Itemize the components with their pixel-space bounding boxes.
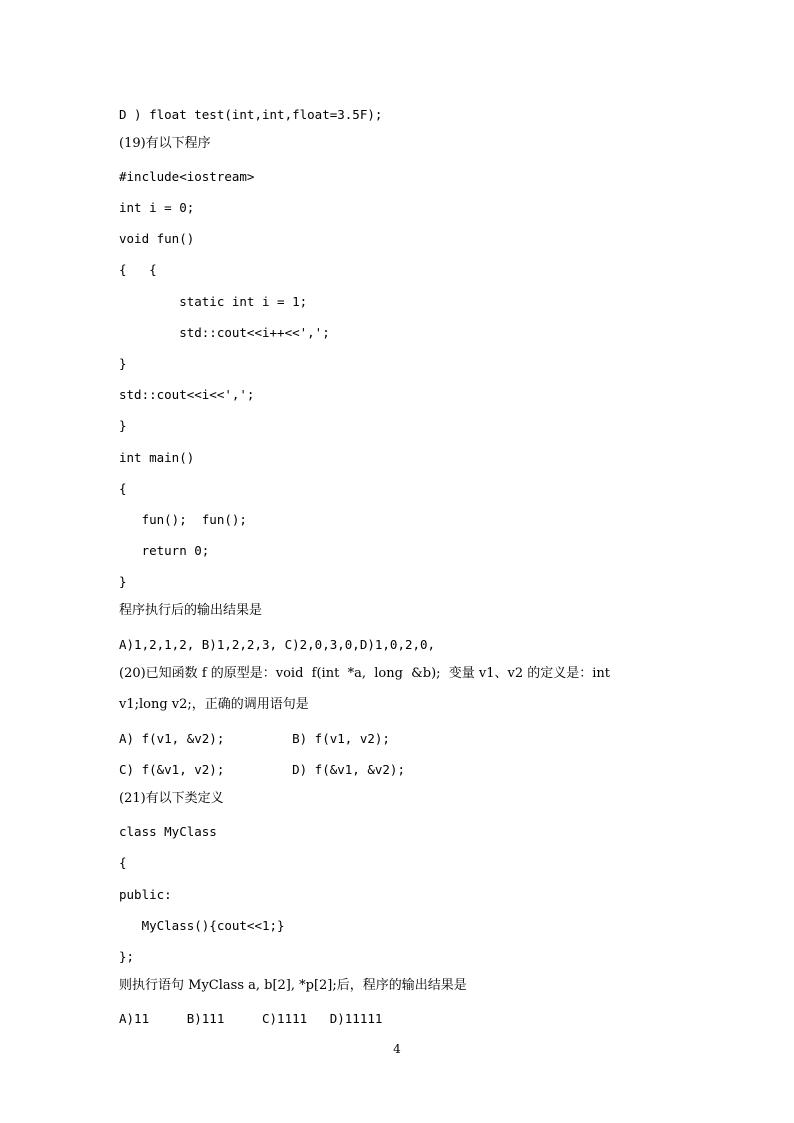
question-20-options-ab: A) f(v1, &v2); B) f(v1, v2);: [119, 731, 390, 746]
code-line: {: [119, 855, 127, 870]
question-19-options: A)1,2,1,2, B)1,2,2,3, C)2,0,3,0,D)1,0,2,0,: [119, 637, 436, 652]
question-19-heading: (19)有以下程序: [119, 136, 211, 151]
code-line: { {: [119, 262, 157, 277]
question-21-options: A)11 B)111 C)1111 D)11111: [119, 1011, 383, 1026]
question-20-options-cd: C) f(&v1, v2); D) f(&v1, &v2);: [119, 762, 405, 777]
question-19-prompt: 程序执行后的输出结果是: [119, 603, 263, 618]
code-line: }: [119, 418, 127, 433]
code-line: int main(): [119, 450, 195, 465]
option-d-line: D ) float test(int,int,float=3.5F);: [119, 107, 383, 122]
code-line: void fun(): [119, 231, 195, 246]
code-line: {: [119, 481, 127, 496]
code-line: fun(); fun();: [119, 512, 247, 527]
page-number: 4: [393, 1042, 401, 1056]
code-line: return 0;: [119, 543, 210, 558]
question-21-prompt: 则执行语句 MyClass a, b[2], *p[2];后，程序的输出结果是: [119, 978, 467, 993]
code-line: #include<iostream>: [119, 169, 255, 184]
code-line: std::cout<<i++<<',';: [119, 325, 330, 340]
question-20-continuation: v1;long v2;，正确的调用语句是: [119, 697, 309, 712]
code-line: static int i = 1;: [119, 294, 308, 309]
code-line: class MyClass: [119, 824, 217, 839]
code-line: public:: [119, 887, 172, 902]
code-line: std::cout<<i<<',';: [119, 387, 255, 402]
code-line: };: [119, 949, 135, 964]
question-21-heading: (21)有以下类定义: [119, 791, 224, 806]
code-line: int i = 0;: [119, 200, 195, 215]
code-line: }: [119, 356, 127, 371]
code-line: MyClass(){cout<<1;}: [119, 918, 285, 933]
code-line: }: [119, 574, 127, 589]
question-20-heading: (20)已知函数 f 的原型是：void f(int *a, long &b); 变量 v1、v2 的定义是：int: [119, 666, 611, 681]
